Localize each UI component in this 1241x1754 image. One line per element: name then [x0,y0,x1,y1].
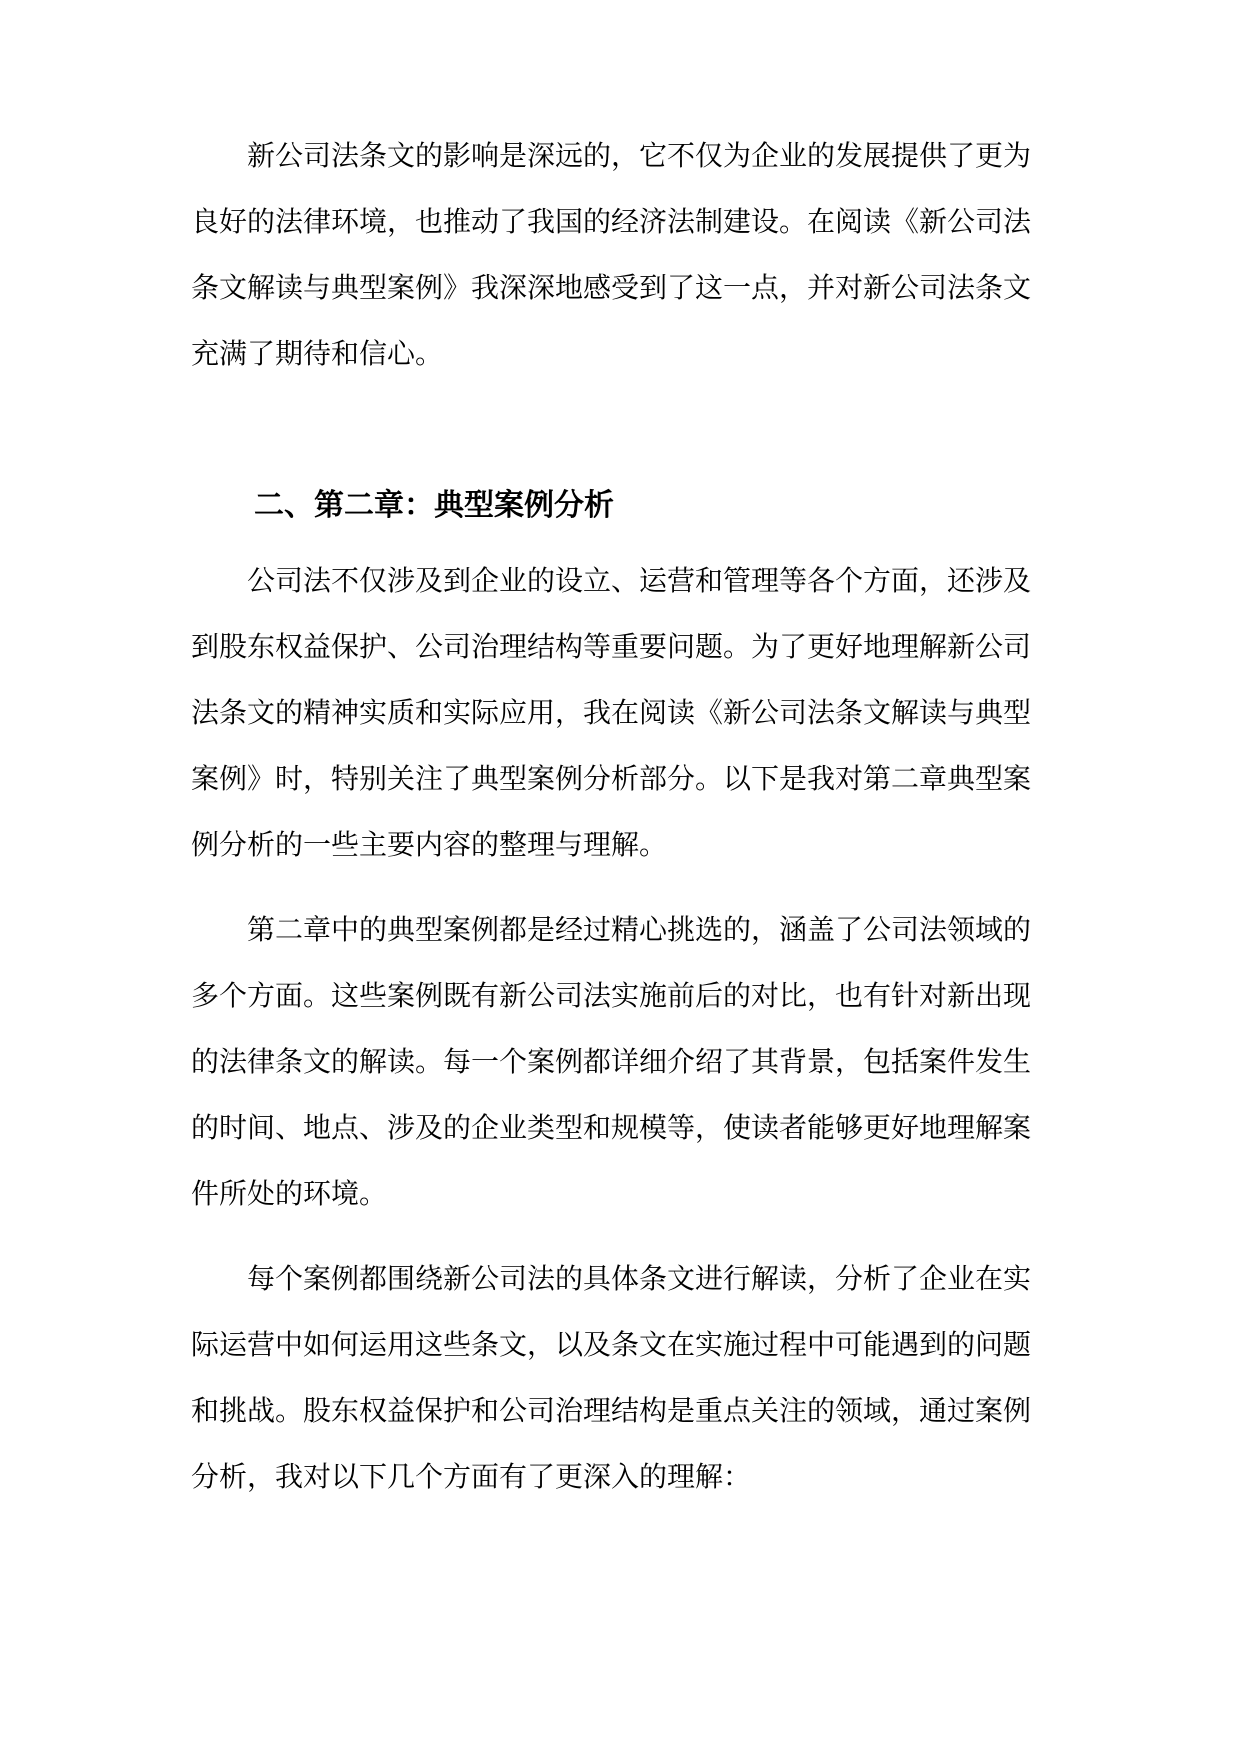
paragraph-line: 件所处的环境。 [191,1177,388,1210]
paragraph-line: 案例》时，特别关注了典型案例分析部分。以下是我对第二章典型案 [191,762,1032,795]
paragraph-line: 例分析的一些主要内容的整理与理解。 [191,828,668,861]
paragraph-line: 充满了期待和信心。 [191,337,444,370]
paragraph-line: 条文解读与典型案例》我深深地感受到了这一点，并对新公司法条文 [191,271,1032,304]
paragraph-line: 法条文的精神实质和实际应用，我在阅读《新公司法条文解读与典型 [191,696,1032,729]
paragraph-line: 的法律条文的解读。每一个案例都详细介绍了其背景，包括案件发生 [191,1045,1032,1078]
paragraph-line: 到股东权益保护、公司治理结构等重要问题。为了更好地理解新公司 [191,630,1032,663]
paragraph-line: 分析，我对以下几个方面有了更深入的理解： [191,1460,752,1493]
paragraph-line: 和挑战。股东权益保护和公司治理结构是重点关注的领域，通过案例 [191,1394,1032,1427]
paragraph-line: 际运营中如何运用这些条文，以及条文在实施过程中可能遇到的问题 [191,1328,1032,1361]
paragraph-line: 每个案例都围绕新公司法的具体条文进行解读，分析了企业在实 [247,1262,1032,1295]
paragraph-line: 新公司法条文的影响是深远的，它不仅为企业的发展提供了更为 [247,139,1032,172]
section-heading: 二、第二章：典型案例分析 [254,488,614,523]
paragraph-line: 良好的法律环境，也推动了我国的经济法制建设。在阅读《新公司法 [191,205,1032,238]
paragraph-line: 的时间、地点、涉及的企业类型和规模等，使读者能够更好地理解案 [191,1111,1032,1144]
paragraph-line: 多个方面。这些案例既有新公司法实施前后的对比，也有针对新出现 [191,979,1032,1012]
paragraph-line: 公司法不仅涉及到企业的设立、运营和管理等各个方面，还涉及 [247,564,1032,597]
paragraph-line: 第二章中的典型案例都是经过精心挑选的，涵盖了公司法领域的 [247,913,1032,946]
